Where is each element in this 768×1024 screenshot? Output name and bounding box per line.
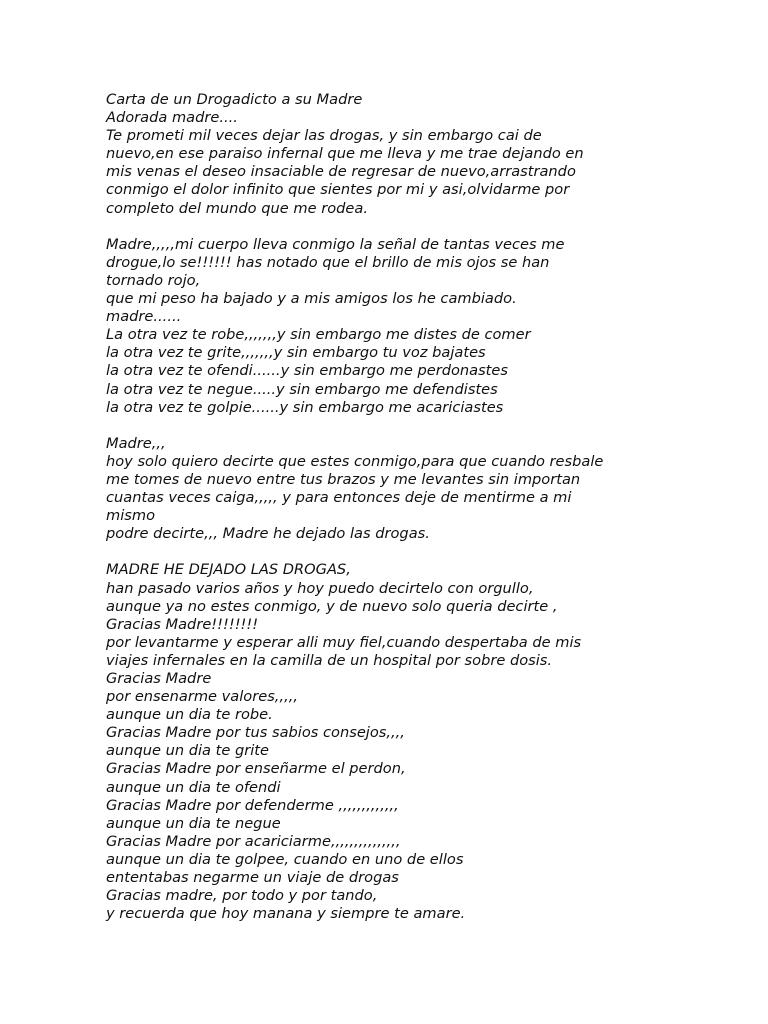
letter-line: La otra vez te robe,,,,,,,y sin embargo me distes de comer: [106, 326, 531, 344]
letter-line: Te prometi mil veces dejar las drogas, y sin embargo cai de: [106, 127, 542, 145]
letter-line: MADRE HE DEJADO LAS DROGAS,: [106, 561, 351, 579]
letter-line: aunque ya no estes conmigo, y de nuevo solo queria decirte ,: [106, 597, 558, 615]
letter-line: Gracias Madre por tus sabios consejos,,,,: [106, 724, 405, 742]
letter-line: drogue,lo se!!!!!! has notado que el brillo de mis ojos se han: [106, 253, 550, 271]
paragraph-gap: [106, 218, 726, 236]
letter-line: aunque un dia te negue: [106, 814, 281, 832]
letter-line: Gracias Madre por defenderme ,,,,,,,,,,,,,: [106, 796, 399, 814]
letter-line: Gracias Madre: [106, 670, 212, 687]
letter-line: Gracias Madre por enseñarme el perdon,: [106, 760, 406, 778]
letter-line: completo del mundo que me rodea.: [106, 199, 368, 217]
letter-line: y recuerda que hoy manana y siempre te amare.: [106, 905, 466, 923]
letter-line: por ensenarme valores,,,,,: [106, 688, 299, 706]
letter-line: Gracias Madre!!!!!!!!: [106, 615, 259, 633]
letter-line: la otra vez te golpie......y sin embargo me acariciastes: [106, 398, 504, 416]
letter-line: la otra vez te negue.....y sin embargo me defendistes: [106, 380, 498, 398]
letter-line: conmigo el dolor infinito que sientes por mi y asi,olvidarme por: [106, 181, 570, 199]
letter-text: [106, 91, 726, 923]
letter-line: Adorada madre....: [106, 109, 238, 127]
letter-line: nuevo,en ese paraiso infernal que me lleva y me trae dejando en: [106, 145, 584, 163]
letter-line: aunque un dia te golpee, cuando en uno de ellos: [106, 850, 464, 868]
letter-line: la otra vez te grite,,,,,,,y sin embargo tu voz bajates: [106, 344, 486, 362]
letter-line: viajes infernales en la camilla de un hospital por sobre dosis.: [106, 651, 553, 669]
letter-line: cuantas veces caiga,,,,, y para entonces deje de mentirme a mi: [106, 489, 572, 507]
letter-line: la otra vez te ofendi......y sin embargo me perdonastes: [106, 362, 508, 380]
letter-line: que mi peso ha bajado y a mis amigos los he cambiado.: [106, 290, 517, 308]
letter-line: Gracias Madre por acariciarme,,,,,,,,,,,,,,,: [106, 832, 401, 850]
letter-line: mis venas el deseo insaciable de regresar de nuevo,arrastrando: [106, 163, 576, 181]
letter-line: aunque un dia te ofendi: [106, 778, 281, 796]
letter-line: Gracias madre, por todo y por tando,: [106, 887, 378, 905]
paragraph-gap: [106, 543, 726, 561]
letter-line: aunque un dia te grite: [106, 742, 269, 760]
letter-line: mismo: [106, 507, 156, 525]
letter-line: Madre,,,,,mi cuerpo lleva conmigo la señal de tantas veces me: [106, 235, 565, 253]
letter-line: podre decirte,,, Madre he dejado las drogas.: [106, 525, 430, 543]
letter-line: han pasado varios años y hoy puedo decirtelo con orgullo,: [106, 579, 534, 597]
letter-line: Madre,,,: [106, 434, 166, 452]
letter-line: tornado rojo,: [106, 271, 201, 289]
letter-line: madre......: [106, 308, 182, 326]
letter-line: hoy solo quiero decirte que estes conmigo,para que cuando resbale: [106, 452, 604, 470]
letter-line: por levantarme y esperar alli muy fiel,cuando despertaba de mis: [106, 633, 582, 651]
letter-line: aunque un dia te robe.: [106, 706, 273, 724]
letter-title: Carta de un Drogadicto a su Madre: [106, 91, 363, 108]
letter-line: ententabas negarme un viaje de drogas: [106, 869, 399, 887]
letter-line: me tomes de nuevo entre tus brazos y me levantes sin importan: [106, 470, 581, 488]
paragraph-gap: [106, 417, 726, 435]
